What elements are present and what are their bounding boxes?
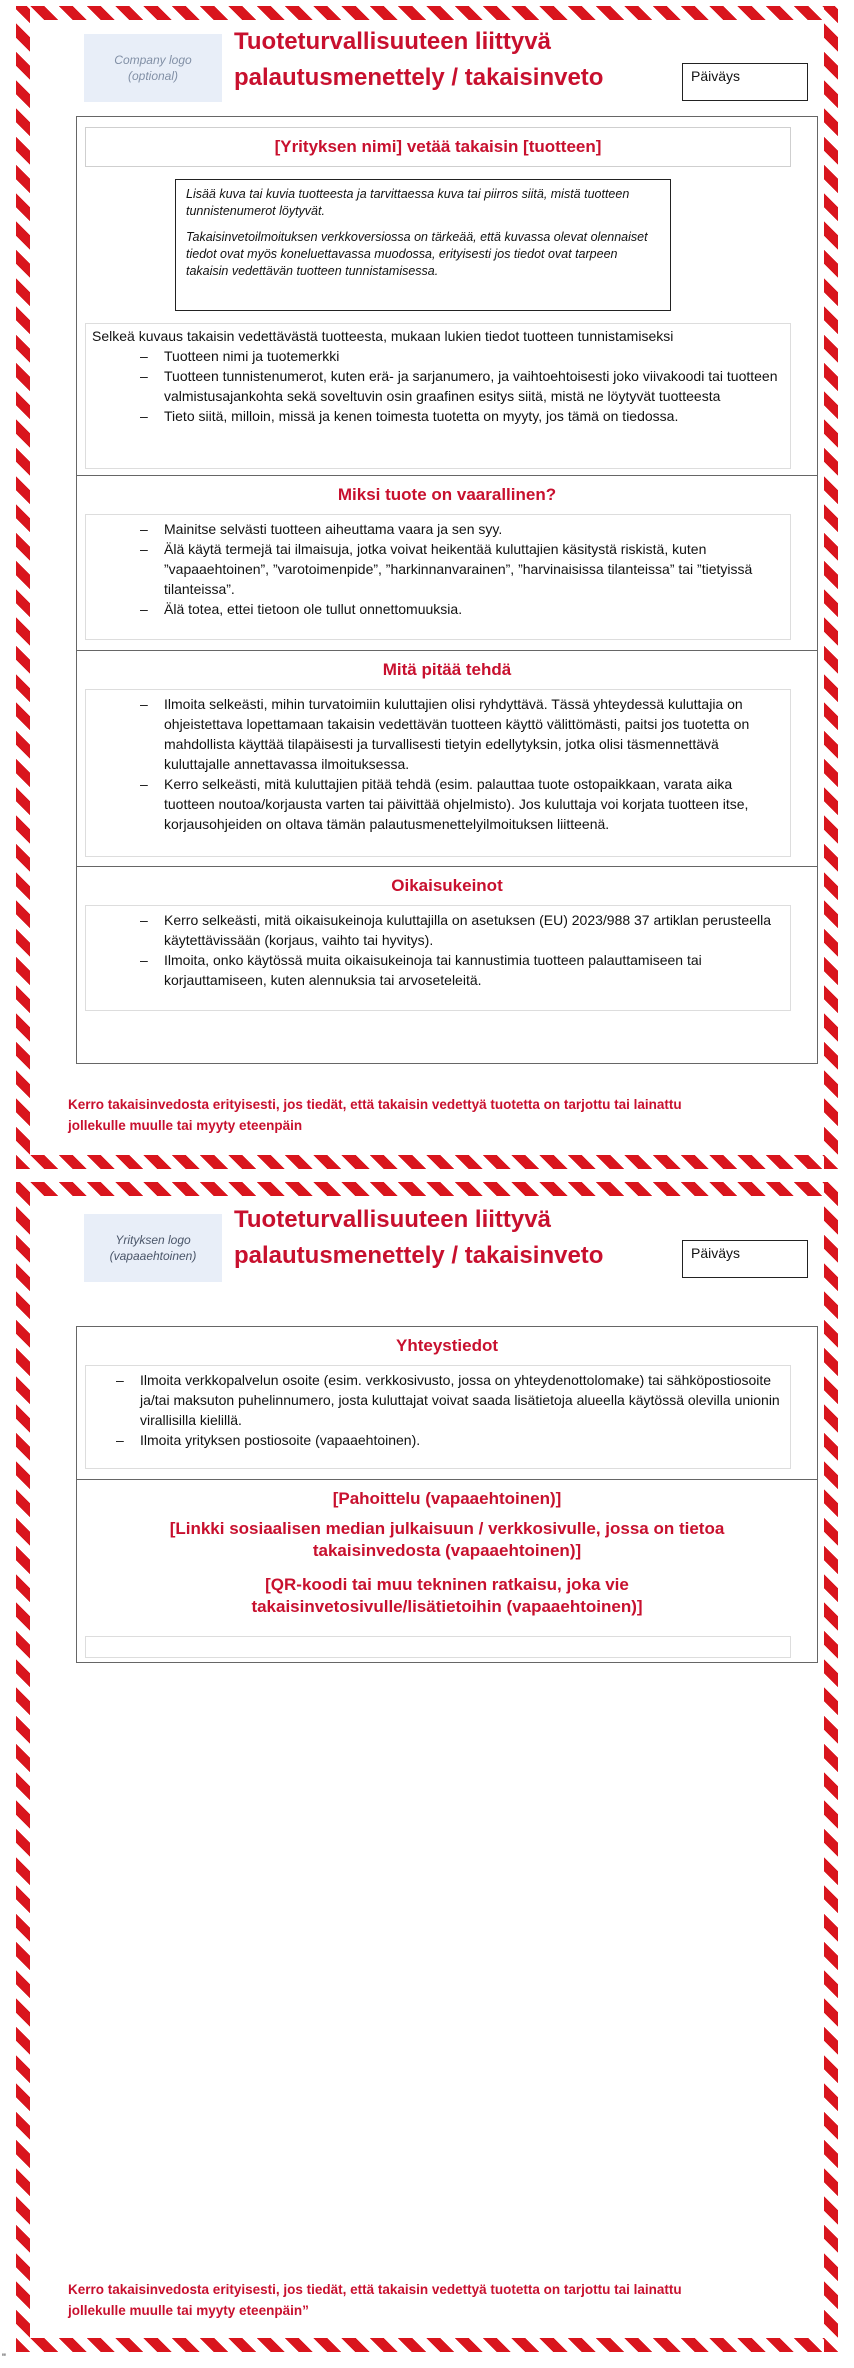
- action-list: [86, 690, 790, 834]
- hazard-stripe-border: [824, 1182, 838, 2352]
- remedy-section: [77, 866, 817, 1065]
- list-item: – Tuotteen tunnistenumerot, kuten erä- ja sarjanumero, ja vaihtoehtoisesti joko viivakoodi tai tuotteen valmistusajankohta sekä soveltuvin osin graafinen esitys siitä, mistä ne löytyvät tuotteesta: [164, 366, 782, 406]
- list-item: – Tieto siitä, milloin, missä ja kenen toimesta tuotetta on myyty, jos tämä on tiedossa.: [164, 406, 782, 426]
- hazard-list: [86, 515, 790, 619]
- hazard-stripe-border: [16, 6, 30, 1169]
- description-list: [86, 346, 790, 426]
- empty-content-box: [85, 1636, 791, 1658]
- section-title: Yhteystiedot: [395, 1336, 499, 1355]
- footer-note: Kerro takaisinvedosta erityisesti, jos tiedät, että takaisin vedettyä tuotetta on tarjottu tai lainattu jollekulle muulle tai myyty eteenpäin: [68, 1097, 682, 1133]
- footer-note: Kerro takaisinvedosta erityisesti, jos tiedät, että takaisin vedettyä tuotetta on tarjottu tai lainattu jollekulle muulle tai myyty eteenpäin”: [68, 2282, 682, 2318]
- hazard-stripe-border: [16, 1155, 838, 1169]
- list-item: – Tuotteen nimi ja tuotemerkki: [164, 346, 782, 366]
- remedy-content: [85, 905, 791, 1011]
- company-logo-placeholder: [84, 1214, 222, 1282]
- recall-notice-frame: [76, 116, 818, 1064]
- list-item: – Kerro selkeästi, mitä oikaisukeinoja kuluttajilla on asetuksen (EU) 2023/988 37 artiklan perusteella käytettävissään (korjaus, vaihto tai hyvitys).: [164, 910, 782, 950]
- section-title: Miksi tuote on vaarallinen?: [337, 485, 557, 504]
- contact-frame: [76, 1326, 818, 1663]
- list-item: – Ilmoita yrityksen postiosoite (vapaaehtoinen).: [140, 1430, 782, 1450]
- remedy-list: [86, 906, 790, 990]
- hazard-stripe-border: [824, 6, 838, 1169]
- image-machine-readable-note: Takaisinvetoilmoituksen verkkoversiossa on tärkeää, että kuvassa olevat olennaiset tiedot ovat myös koneluettavassa muodossa, erityisesti jos tiedot ovat tarpeen takaisin vedettävän tuotteen tunnistamisessa.: [186, 230, 648, 278]
- contact-section: [77, 1327, 817, 1479]
- hazard-content: [85, 514, 791, 640]
- date-field[interactable]: Päiväys: [682, 1240, 808, 1278]
- social-media-link-placeholder: [Linkki sosiaalisen median julkaisuun / verkkosivulle, jossa on tietoa takaisinvedosta (vapaaehtoinen)]: [169, 1519, 725, 1560]
- logo-text: Yrityksen logo (vapaaehtoinen): [109, 1233, 197, 1263]
- hazard-stripe-border: [16, 1182, 838, 1196]
- section-title: Oikaisukeinot: [391, 876, 503, 895]
- list-item: – Ilmoita selkeästi, mihin turvatoimiin kuluttajien olisi ryhdyttävä. Tässä yhteydessä kuluttajia on ohjeistettava lopettamaan takaisin vedettävän tuotteen käyttö välittömästi, paitsi jos tuotetta on mahdollista käyttää tilapäisesti ja turvallisesti tietyin edellytyksin, jotka olisi täsmennettävä kuluttajalle annettavassa ilmoituksessa.: [164, 694, 782, 774]
- page-title: Tuoteturvallisuuteen liittyvä palautusmenettely / takaisinveto: [234, 28, 604, 91]
- company-logo-placeholder: [84, 34, 222, 102]
- page-title: Tuoteturvallisuuteen liittyvä palautusmenettely / takaisinveto: [234, 1206, 604, 1269]
- hazard-stripe-border: [16, 1182, 30, 2352]
- headline-box: [85, 127, 791, 167]
- logo-text: Company logo (optional): [114, 53, 192, 83]
- list-item: – Kerro selkeästi, mitä kuluttajien pitää tehdä (esim. palauttaa tuote ostopaikkaan, varata aika tuotteen noutoa/korjausta varten tai päivittää ohjelmisto). Jos kuluttaja voi korjata tuotteen itse, korjausohjeiden on oltava tämän palautusmenettelyilmoituksen liitteenä.: [164, 774, 782, 834]
- contact-content: [85, 1365, 791, 1469]
- list-item: – Älä käytä termejä tai ilmaisuja, jotka voivat heikentää kuluttajien käsitystä riskistä, kuten ”vapaaehtoinen”, ”varotoimenpide”, ”harkinnanvarainen”, ”harvinaisissa tilanteissa” tai ”tietyissä tilanteissa”.: [164, 539, 782, 599]
- list-item: – Älä totea, ettei tietoon ole tullut onnettomuuksia.: [164, 599, 782, 619]
- list-item: – Mainitse selvästi tuotteen aiheuttama vaara ja sen syy.: [164, 519, 782, 539]
- qr-code-placeholder: [QR-koodi tai muu tekninen ratkaisu, joka vie takaisinvetosivulle/lisätietoihin (vapaaehtoinen)]: [251, 1575, 643, 1616]
- list-item: – Ilmoita verkkopalvelun osoite (esim. verkkosivusto, jossa on yhteydenottolomake) tai sähköpostiosoite ja/tai maksuton puhelinnumero, josta kuluttajat voivat saada lisätietoja alueella käytössä olevilla unionin virallisilla kielillä.: [140, 1370, 782, 1430]
- page-2: [16, 1182, 838, 2352]
- apology-placeholder: [Pahoittelu (vapaaehtoinen)]: [332, 1489, 562, 1508]
- contact-list: [86, 1366, 790, 1450]
- hazard-stripe-border: [16, 6, 838, 20]
- list-item: – Ilmoita, onko käytössä muita oikaisukeinoja tai kannustimia tuotteen palauttamiseen tai korjauttamiseen, kuten alennuksia tai arvoseteleitä.: [164, 950, 782, 990]
- date-field[interactable]: Päiväys: [682, 63, 808, 101]
- action-section: [77, 650, 817, 867]
- action-content: [85, 689, 791, 857]
- trailing-mark: ": [2, 2352, 6, 2364]
- section-title: Mitä pitää tehdä: [382, 660, 512, 679]
- product-image-placeholder: [175, 179, 671, 311]
- hazard-stripe-border: [16, 2338, 838, 2352]
- description-intro: Selkeä kuvaus takaisin vedettävästä tuotteesta, mukaan lukien tiedot tuotteen tunnistamiseksi: [92, 328, 674, 344]
- extras-section: [77, 1479, 817, 1664]
- page-1: [16, 6, 838, 1169]
- image-instruction: Lisää kuva tai kuvia tuotteesta ja tarvittaessa kuva tai piirros siitä, mistä tuotteen tunnistenumerot löytyvät.: [186, 187, 630, 218]
- recall-headline: [Yrityksen nimi] vetää takaisin [tuotteen]: [274, 137, 602, 156]
- product-description-box: [85, 323, 791, 469]
- hazard-section: [77, 475, 817, 651]
